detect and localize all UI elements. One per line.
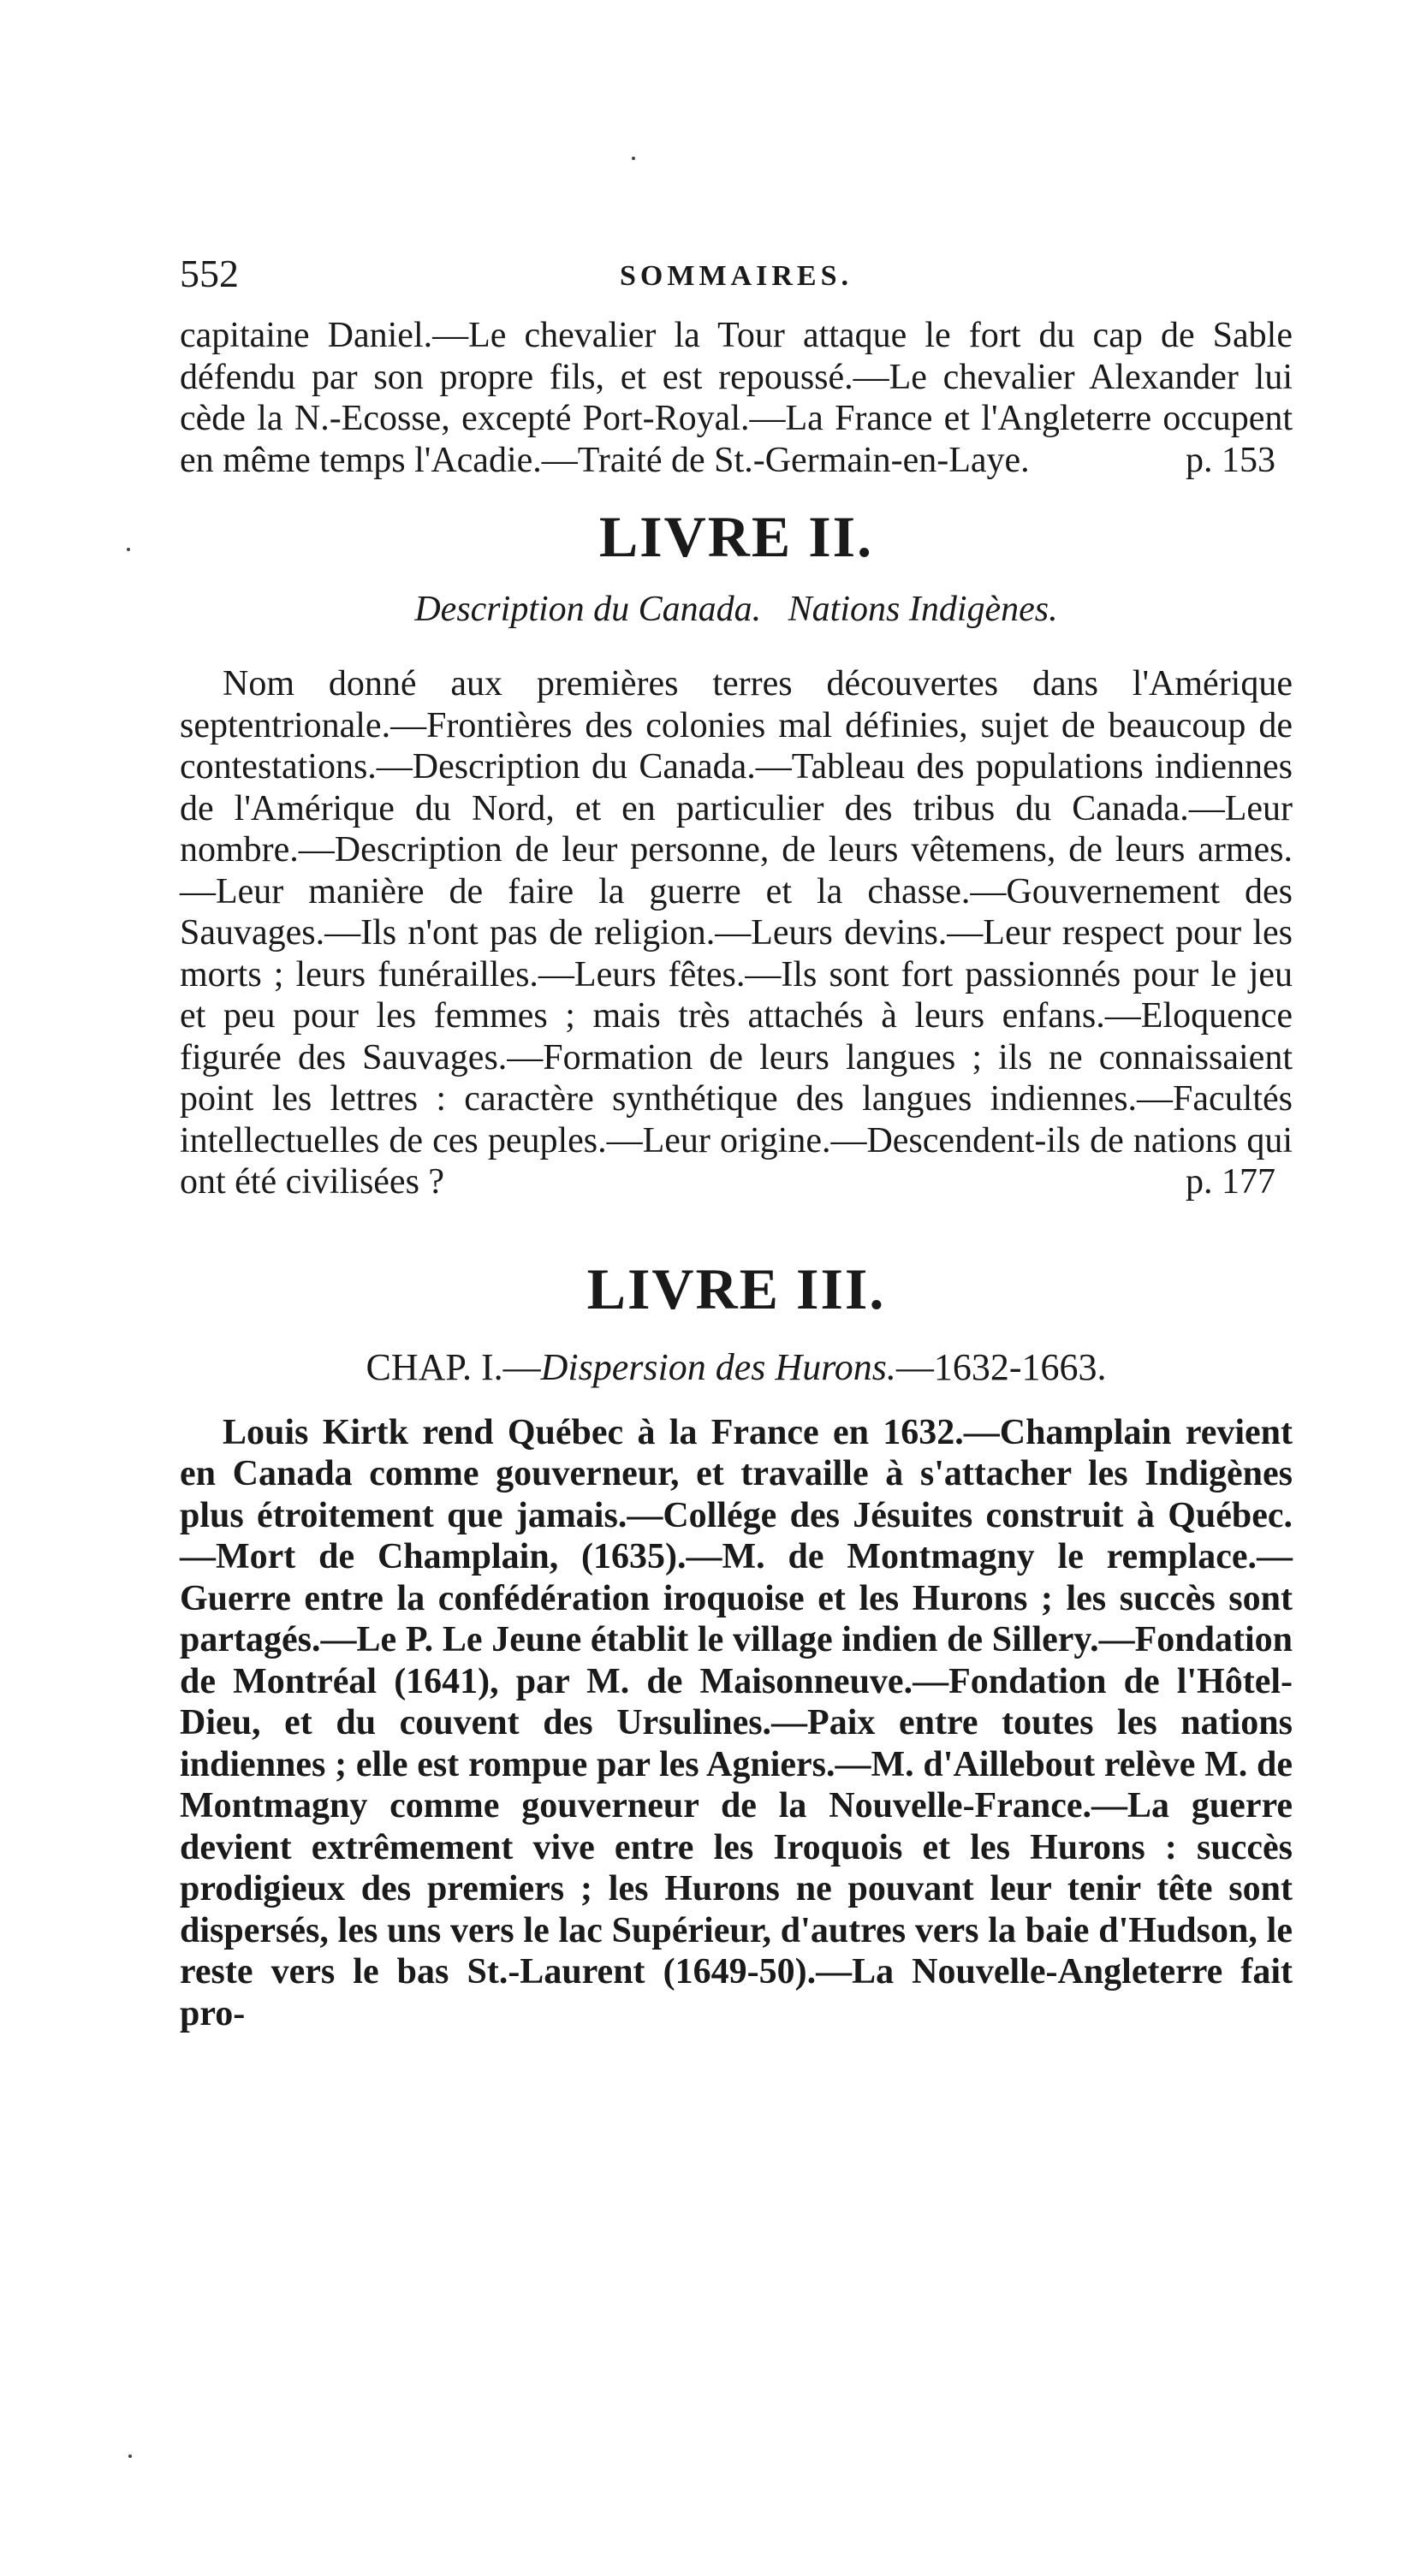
livre-2-subtitle-part1: Description du Canada. xyxy=(414,590,762,629)
chapter-title: Dispersion des Hurons. xyxy=(540,1345,896,1388)
chapter-heading xyxy=(180,1344,1293,1392)
running-title: SOMMAIRES. xyxy=(620,260,853,292)
livre-3-summary: Louis Kirtk rend Québec à la France en 1632.—Champlain revient en Canada comme gouverneur, et travaille à s'attacher les Indigènes plus étroitement que jamais.—Collége des Jésuites construit à Québec.—Mort de Champlain, (1635).—M. de Montmagny le remplace.—Guerre entre la confédération iroquoise et les Hurons ; les succès sont partagés.—Le P. Le Jeune établit le village indien de Sillery.—Fondation de Montréal (1641), par M. de Maisonneuve.—Fondation de l'Hôtel-Dieu, et du couvent des Ursulines.—Paix entre toutes les nations indiennes ; elle est rompue par les Agniers.—M. d'Aillebout relève M. de Montmagny comme gouverneur de la Nouvelle-France.—La guerre devient extrêmement vive entre les Iroquois et les Hurons : succès prodigieux des premiers ; les Hurons ne pouvant leur tenir tête sont dispersés, les uns vers le lac Supérieur, d'autres vers la baie d'Hudson, le reste vers le bas St.-Laurent (1649-50).—La Nouvelle-Angleterre fait pro- xyxy=(180,1412,1293,2033)
page-header xyxy=(180,248,1293,308)
speck-mark xyxy=(127,548,130,551)
book-page xyxy=(180,248,1293,2034)
continuation-paragraph xyxy=(180,315,1293,481)
page-number: 552 xyxy=(180,252,239,295)
livre-2-subtitle-part2: Nations Indigènes. xyxy=(788,590,1058,629)
livre-2-summary-text: Nom donné aux premières terres découvertes dans l'Amérique septentrionale.—Frontières des colonies mal définies, sujet de beaucoup de contestations.—Description du Canada.—Tableau des populations indiennes de l'Amérique du Nord, et en particulier des tribus du Canada.—Leur nombre.—Description de leur personne, de leurs vêtemens, de leurs armes.—Leur manière de faire la guerre et la chasse.—Gouvernement des Sauvages.—Ils n'ont pas de religion.—Leurs devins.—Leur respect pour les morts ; leurs funérailles.—Leurs fêtes.—Ils sont fort passionnés pour le jeu et peu pour les femmes ; mais très attachés à leurs enfans.—Eloquence figurée des Sauvages.—Formation de leurs langues ; ils ne connaissaient point les lettres : caractère synthétique des langues indiennes.—Facultés intellectuelles de ces peuples.—Leur origine.—Descendent-ils de nations qui ont été civilisées ? xyxy=(180,664,1293,1202)
livre-2-page-ref: p. 177 xyxy=(1186,1162,1275,1202)
speck-mark xyxy=(128,2454,132,2458)
livre-2-summary xyxy=(180,663,1293,1203)
speck-mark xyxy=(632,157,635,160)
livre-3-title: LIVRE III. xyxy=(586,1255,886,1321)
livre-2-subtitle xyxy=(180,588,1293,631)
chapter-label: CHAP. I.— xyxy=(366,1345,541,1388)
continuation-text: capitaine Daniel.—Le chevalier la Tour attaque le fort du cap de Sable défendu par son propre fils, et est repoussé.—Le chevalier Alexander lui cède la N.-Ecosse, excepté Port-Royal.—La France et l'Angleterre occupent en même temps l'Acadie.—Traité de St.-Germain-en-Laye. xyxy=(180,316,1293,480)
livre-2-title: LIVRE II. xyxy=(598,504,874,569)
chapter-dates: —1632-1663. xyxy=(895,1345,1107,1388)
continuation-page-ref: p. 153 xyxy=(1186,440,1275,480)
